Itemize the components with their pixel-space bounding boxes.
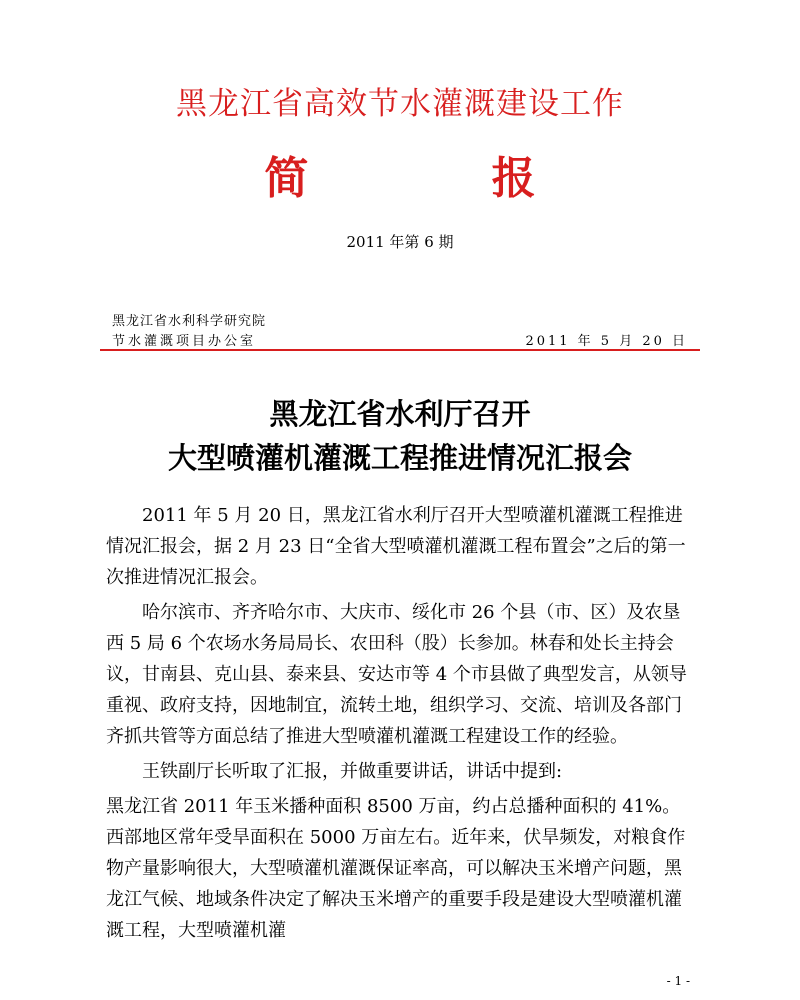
org-name-line1: 黑龙江省水利科学研究院 — [112, 314, 267, 329]
article-title-line2: 大型喷灌机灌溉工程推进情况汇报会 — [167, 441, 632, 475]
article-paragraph: 黑龙江省 2011 年玉米播种面积 8500 万亩，约占总播种面积的 41%。西部地区常年受旱面积在 5000 万亩左右。近年来，伏旱频发，对粮食作物产量影响很大，大型喷灌机灌溉保证率高，可以解决玉米增产问题，黑龙江气候、地域条件决定了解决玉米增产的重要手段是建设大型喷灌机灌溉工程，大型喷灌机灌 — [106, 796, 686, 941]
publish-date: 2011 年 5 月 20 日 — [525, 334, 688, 349]
header-divider — [100, 349, 700, 351]
article-paragraph: 2011 年 5 月 20 日，黑龙江省水利厅召开大型喷灌机灌溉工程推进情况汇报会，据 2 月 23 日“全省大型喷灌机灌溉工程布置会”之后的第一次推进情况汇报会。 — [106, 505, 686, 588]
bulletin-header-title: 黑龙江省高效节水灌溉建设工作 — [176, 86, 624, 122]
issue-number: 2011 年第 6 期 — [346, 233, 454, 251]
page-number: - 1 - — [666, 974, 690, 988]
article-title-line1: 黑龙江省水利厅召开 — [269, 397, 531, 431]
article-paragraph: 王铁副厅长听取了汇报，并做重要讲话，讲话中提到: — [142, 761, 563, 782]
article-paragraph: 哈尔滨市、齐齐哈尔市、大庆市、绥化市 26 个县（市、区）及农垦西 5 局 6 个农场水务局局长、农田科（股）长参加。林春和处长主持会议，甘南县、克山县、泰来县、安达市等 4 个市县做了典型发言，从领导重视、政府支持，因地制宜，流转土地，组织学习、交流、培训及各部门齐抓共管等方面总结了推进大型喷灌机灌溉工程建设工作的经验。 — [106, 602, 687, 747]
org-name-line2: 节水灌溉项目办公室 — [112, 334, 257, 349]
bulletin-subtitle: 简 报 — [264, 153, 620, 204]
article-body — [106, 500, 696, 950]
